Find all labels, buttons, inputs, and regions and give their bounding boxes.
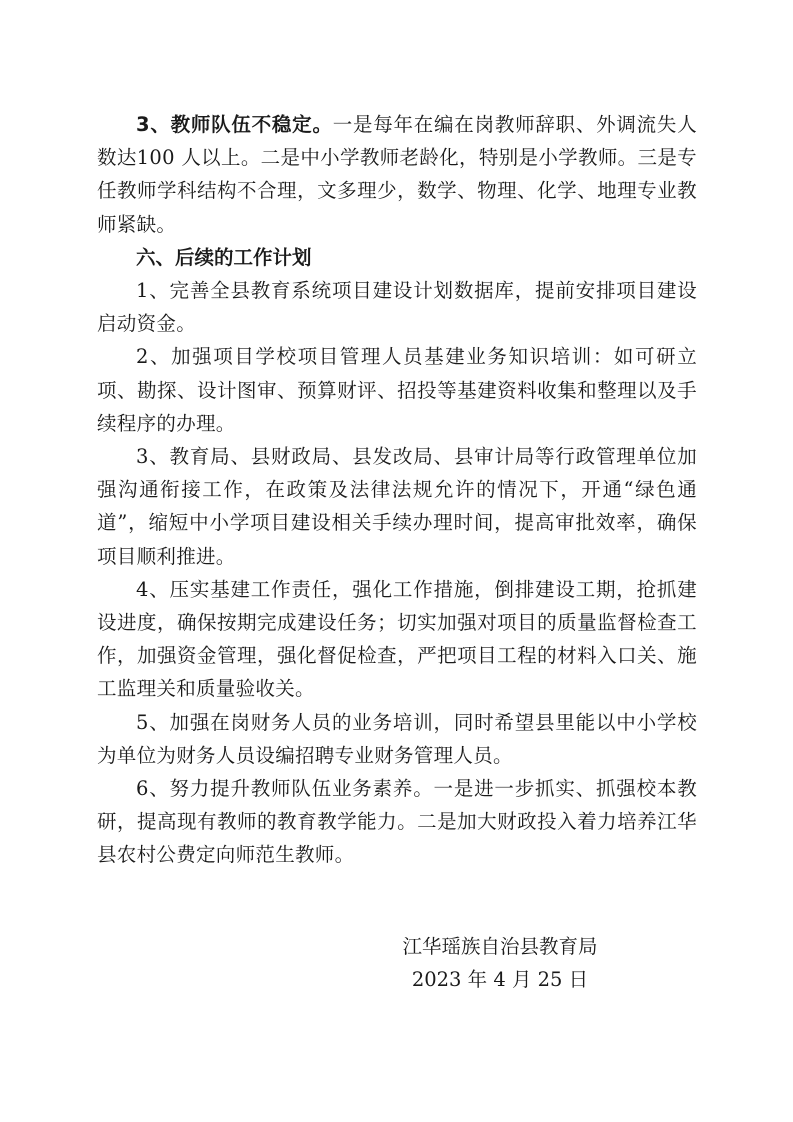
section-heading: 六、后续的工作计划 <box>136 245 312 269</box>
plan-item-5: 5、加强在岗财务人员的业务培训，同时希望县里能以中小学校为单位为财务人员设编招聘专业财务管理人员。 <box>97 710 697 767</box>
paragraph-bold-lead: 3、教师队伍不稳定。 <box>136 113 333 136</box>
plan-item-2: 2、加强项目学校项目管理人员基建业务知识培训：如可研立项、勘探、设计图审、预算财评、招投等基建资料收集和整理以及手续程序的办理。 <box>97 345 697 435</box>
signature-date: 2023 年 4 月 25 日 <box>411 968 589 991</box>
plan-item-1: 1、完善全县教育系统项目建设计划数据库，提前安排项目建设启动资金。 <box>97 279 697 336</box>
signature-block <box>380 930 620 996</box>
paragraph-teacher-instability <box>97 108 697 241</box>
paragraph-text: 一是每年在编在岗教师辞职、外调流失人数达100 人以上。二是中小学教师老龄化，特别是小学教师。三是专任教师学科结构不合理，文多理少，数学、物理、化学、地理专业教师紧缺。 <box>97 113 697 236</box>
plan-item-3: 3、教育局、县财政局、县发改局、县审计局等行政管理单位加强沟通衔接工作，在政策及法律法规允许的情况下，开通“绿色通道”，缩短中小学项目建设相关手续办理时间，提高审批效率，确保项目顺利推进。 <box>97 445 697 568</box>
plan-item-6: 6、努力提升教师队伍业务素养。一是进一步抓实、抓强校本教研，提高现有教师的教育教学能力。二是加大财政投入着力培养江华县农村公费定向师范生教师。 <box>97 777 697 867</box>
plan-item-4: 4、压实基建工作责任，强化工作措施，倒排建设工期，抢抓建设进度，确保按期完成建设任务；切实加强对项目的质量监督检查工作，加强资金管理，强化督促检查，严把项目工程的材料入口关、施工监理关和质量验收关。 <box>97 577 697 701</box>
signature-organization: 江华瑶族自治县教育局 <box>402 935 598 958</box>
document-body <box>97 108 697 872</box>
